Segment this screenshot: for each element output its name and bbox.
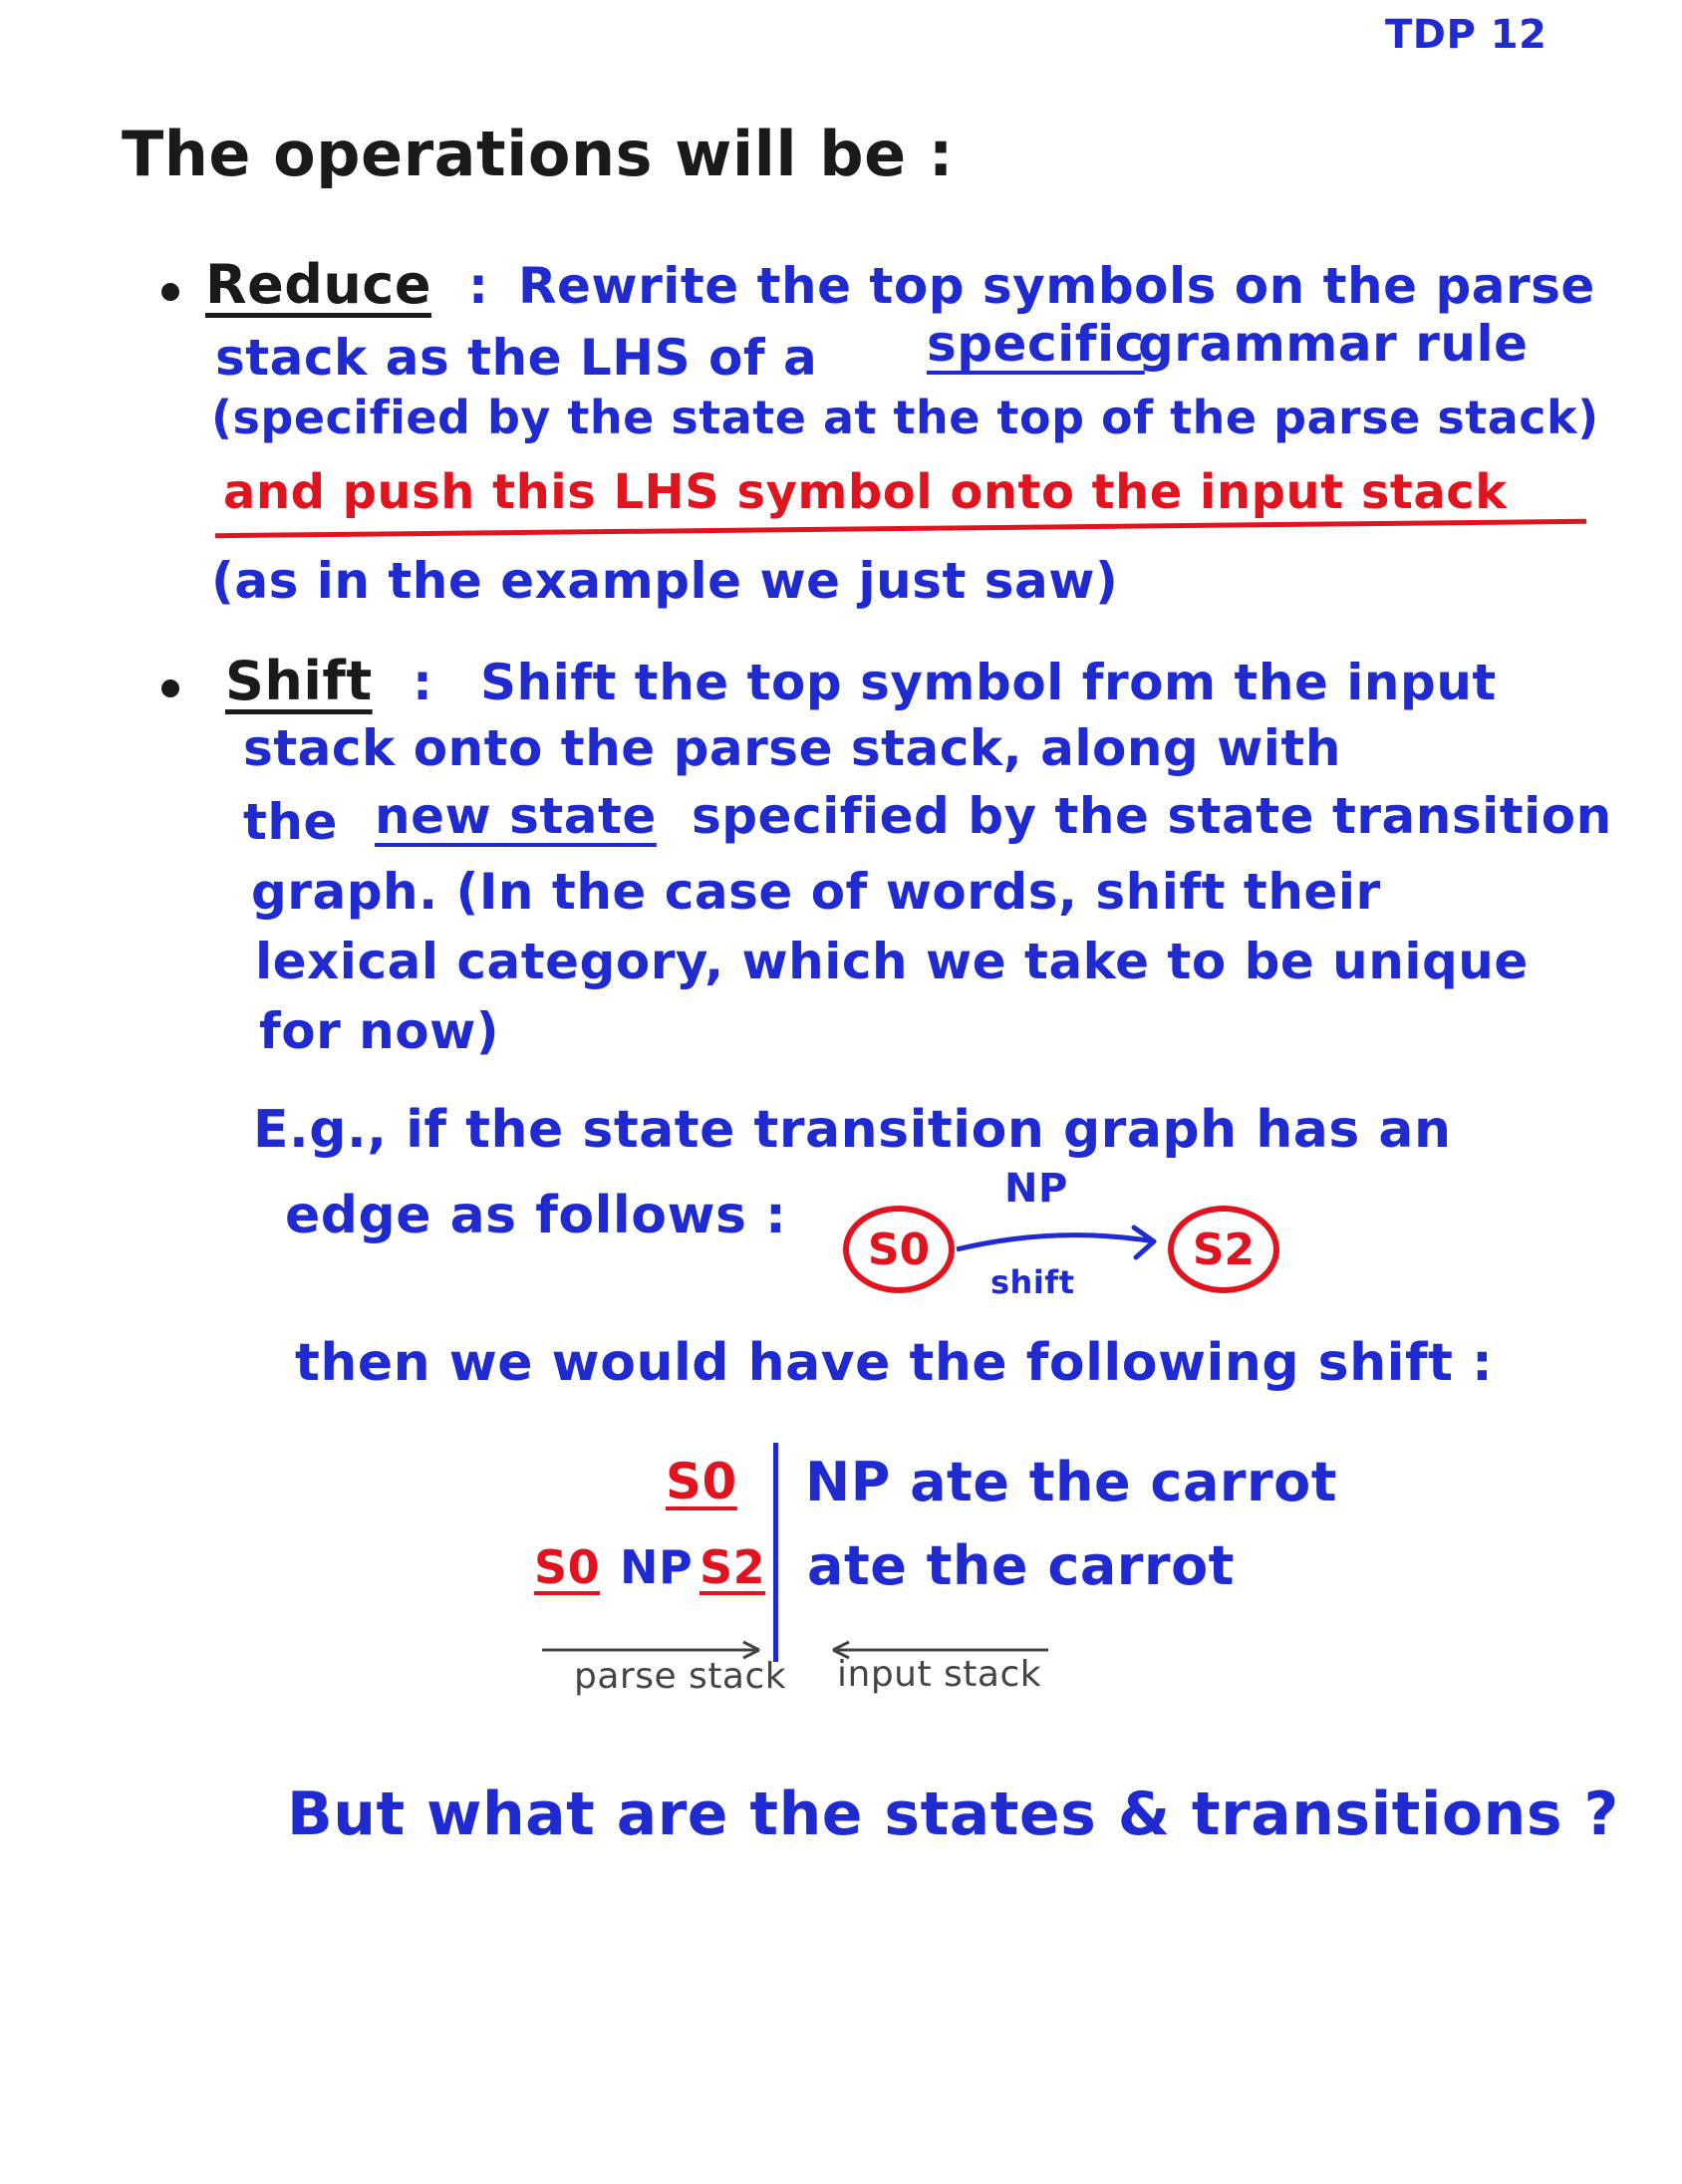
- state-node-to: S2: [1168, 1206, 1279, 1293]
- shift-line-3a: the: [243, 793, 338, 851]
- reduce-line-1: Rewrite the top symbols on the parse: [518, 257, 1595, 315]
- page-heading: The operations will be :: [122, 118, 955, 190]
- shift-line-1: Shift the top symbol from the input: [480, 654, 1497, 711]
- shift-line-2: stack onto the parse stack, along with: [243, 719, 1341, 777]
- input-stack-label: input stack: [837, 1654, 1042, 1695]
- shift-bullet: [161, 680, 179, 697]
- reduce-bullet: [161, 283, 179, 301]
- table-row2-input: ate the carrot: [807, 1534, 1235, 1597]
- closing-question: But what are the states & transitions ?: [287, 1779, 1619, 1849]
- shift-line-6: for now): [259, 1002, 500, 1060]
- reduce-line-5: (as in the example we just saw): [211, 552, 1119, 610]
- table-row2-parse-state-a: S0: [534, 1540, 601, 1594]
- shift-term: Shift: [225, 650, 373, 712]
- state-node-from: S0: [843, 1206, 955, 1293]
- shift-line-5: lexical category, which we take to be unique: [255, 933, 1529, 990]
- table-row2-parse-state-b: S2: [700, 1540, 766, 1594]
- reduce-colon: :: [468, 257, 489, 315]
- table-row1-parse-state: S0: [666, 1453, 737, 1510]
- reduce-line-2b: grammar rule: [1138, 315, 1529, 373]
- shift-colon: :: [413, 654, 433, 711]
- shift-line-3b: specified by the state transition: [692, 787, 1612, 845]
- edge-label-bottom: shift: [990, 1263, 1075, 1301]
- shift-line-3-emph: new state: [375, 787, 657, 845]
- reduce-term: Reduce: [205, 253, 431, 316]
- table-divider: [773, 1443, 778, 1662]
- parse-stack-label: parse stack: [574, 1656, 787, 1697]
- reduce-line-4-red: and push this LHS symbol onto the input stack: [223, 464, 1508, 520]
- reduce-line-3: (specified by the state at the top of the parse stack): [211, 391, 1599, 444]
- reduce-red-underline: [215, 519, 1586, 538]
- edge-diagram: [837, 1166, 1295, 1315]
- shift-line-4: graph. (In the case of words, shift their: [251, 863, 1381, 921]
- reduce-line-2-emph: specific: [927, 315, 1145, 373]
- example-then-line: then we would have the following shift :: [295, 1333, 1494, 1393]
- table-row2-parse-symbol: NP: [620, 1540, 694, 1594]
- example-line-1: E.g., if the state transition graph has an: [253, 1100, 1452, 1160]
- edge-label-top: NP: [1004, 1166, 1068, 1212]
- table-row1-input: NP ate the carrot: [805, 1451, 1338, 1513]
- page-label: TDP 12: [1385, 12, 1547, 58]
- example-line-2: edge as follows :: [285, 1186, 787, 1245]
- reduce-line-2a: stack as the LHS of a: [215, 329, 818, 387]
